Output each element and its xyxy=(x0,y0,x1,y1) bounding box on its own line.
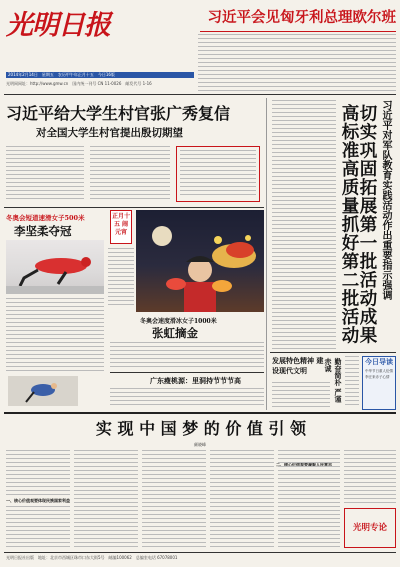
lantern-photo xyxy=(136,210,264,312)
lead-title: 习近平给大学生村官张广秀复信 xyxy=(6,104,231,123)
lead-subtitle: 对全国大学生村官提出殷切期望 xyxy=(36,127,183,139)
guangdong-title: 广东瘦桃源：里洞持节节节高 xyxy=(150,376,241,385)
feature-byline: 颜晓峰 xyxy=(194,442,206,447)
feature-col-3 xyxy=(142,450,206,550)
feature-col-4 xyxy=(210,450,274,550)
speed-kicker: 冬奥会速度滑冰女子1000米 xyxy=(140,318,217,325)
military-kicker: 习近平对军队教育实践活动作出重要指示强调 xyxy=(380,100,391,300)
feature-col-5 xyxy=(278,450,340,550)
letter-box xyxy=(176,146,260,202)
military-body xyxy=(272,100,336,350)
small-col-body xyxy=(345,356,359,408)
speed-body xyxy=(110,342,264,368)
column-badge: 光明专论 xyxy=(344,508,396,548)
festival-caption xyxy=(108,248,134,308)
mid-col-body xyxy=(272,382,330,410)
skater-small-photo xyxy=(8,376,78,406)
mid-col-title: 发展特色精神 建设现代文明 xyxy=(272,356,324,375)
today-box: 今日导读 中华节日重人伦情 李汪来赤子心情 xyxy=(362,356,396,410)
feature-col-2 xyxy=(74,450,138,550)
sports-title: 李坚柔夺冠 xyxy=(14,224,72,238)
feature-headline: 实 现 中 国 梦 的 价 值 引 领 xyxy=(95,419,307,438)
lead-body-2 xyxy=(90,146,170,202)
guangdong-body xyxy=(110,388,264,408)
top-headline: 习近平会见匈牙利总理欧尔班 xyxy=(207,9,396,26)
feature-col-6 xyxy=(344,450,396,506)
top-story-text xyxy=(198,34,396,92)
date-line: 2014年2月14日 星期五 农历甲午年正月十五 今日16版 xyxy=(6,72,194,78)
military-headline: 切实巩固拓展第一批活动成果 高标准高质量抓好第二批活动 xyxy=(339,104,377,345)
section-head-2: 二、核心价值观要凝聚人民意志 xyxy=(276,462,340,468)
masthead-logo: 光明日报 xyxy=(6,10,110,41)
lead-body-1 xyxy=(6,146,84,202)
speed-title: 张虹摘金 xyxy=(152,326,198,340)
festival-badge: 正月十五 闹元宵 xyxy=(110,210,132,244)
skater-photo xyxy=(6,240,104,294)
section-head-1: 一、核心价值观要体现民族国家利益 xyxy=(6,498,70,503)
small-col-title: 勤奋简朴 严谨赤诚 xyxy=(324,358,343,403)
sports-body xyxy=(6,298,104,372)
footer: 光明日报社出版 地址：北京市西城区珠市口东大街5号 邮编100062 总编室电话 67078001 xyxy=(6,555,178,560)
web-line: 光明网网址：http://www.gmw.cn 国内统一刊号 CN 11-0026 邮发代号 1-16 xyxy=(6,81,152,86)
sports-kicker: 冬奥会短道速滑女子500米 xyxy=(6,214,85,222)
